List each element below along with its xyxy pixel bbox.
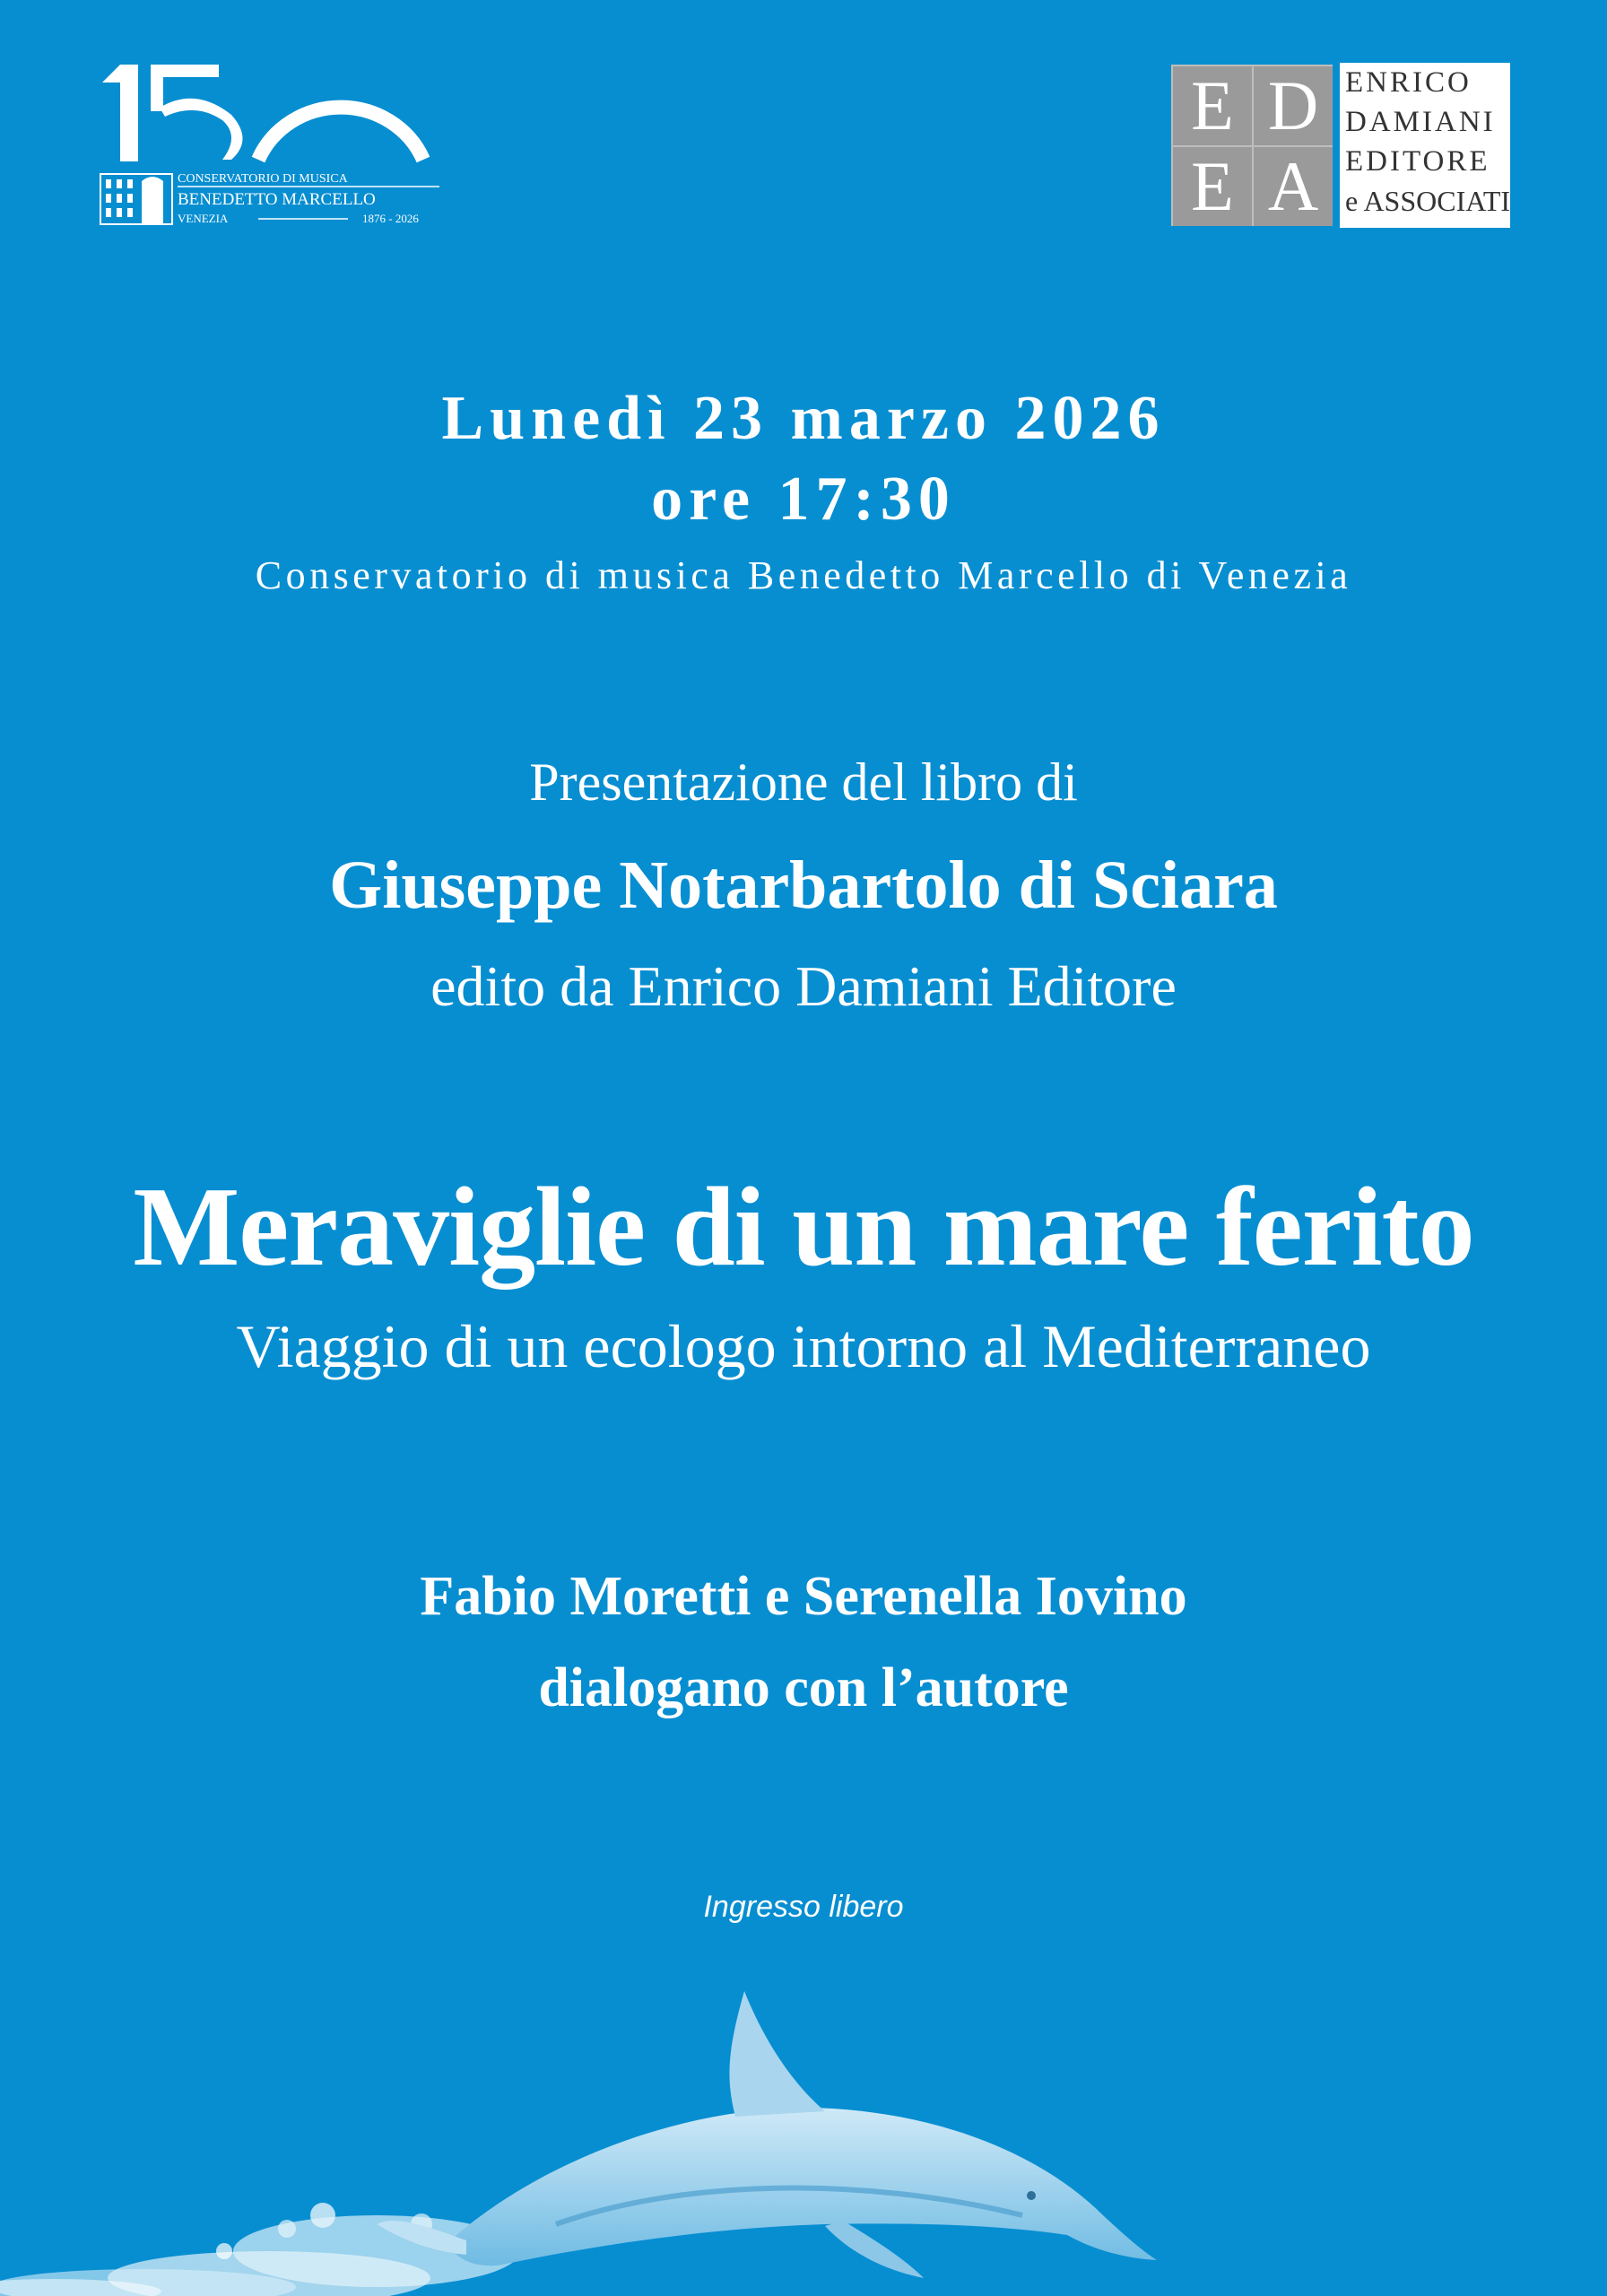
edea-letter-d: D [1254, 66, 1333, 145]
dolphin-body [377, 1991, 1157, 2278]
entry-note: Ingresso libero [703, 1890, 904, 1924]
speakers-names: Fabio Moretti e Serenella Iovino [420, 1566, 1187, 1627]
edea-word-enrico: ENRICO [1345, 66, 1472, 99]
book-publisher: edito da Enrico Damiani Editore [430, 954, 1177, 1018]
conservatorio-years: 1876 - 2026 [362, 212, 419, 225]
conservatorio-line1: CONSERVATORIO DI MUSICA [178, 172, 348, 186]
book-author: Giuseppe Notarbartolo di Sciara [329, 848, 1278, 923]
building-icon [100, 174, 172, 224]
edea-letter-grid [1171, 65, 1333, 226]
speakers-role: dialogano con l’autore [538, 1657, 1069, 1718]
book-title: Meraviglie di un mare ferito [133, 1165, 1474, 1290]
edea-letter-e2: E [1173, 147, 1252, 226]
edea-letter-a: A [1254, 147, 1333, 226]
book-intro: Presentazione del libro di [529, 752, 1078, 812]
edea-letter-e1: E [1173, 66, 1252, 145]
conservatorio-city: VENEZIA [178, 212, 229, 225]
event-venue: Conservatorio di musica Benedetto Marcello di Venezia [255, 553, 1352, 597]
edea-word-editore: EDITORE [1345, 145, 1490, 178]
edea-word-associati: e ASSOCIATI [1345, 185, 1511, 217]
event-date: Lunedì 23 marzo 2026 [441, 384, 1166, 453]
edea-word-damiani: DAMIANI [1345, 106, 1496, 138]
dolphin-image [0, 1955, 1607, 2296]
dolphin-graphic [0, 1955, 1607, 2296]
edea-logo [1171, 65, 1510, 226]
book-subtitle: Viaggio di un ecologo intorno al Mediterraneo [236, 1312, 1371, 1380]
logo-150-graphic [97, 59, 456, 239]
conservatorio-line2: BENEDETTO MARCELLO [178, 190, 376, 209]
conservatorio-logo [97, 59, 456, 239]
event-time: ore 17:30 [651, 465, 956, 534]
edea-words [1340, 63, 1510, 228]
